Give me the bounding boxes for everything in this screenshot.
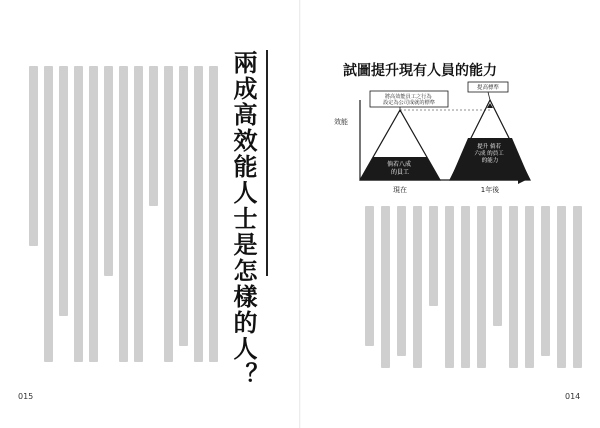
text-column-placeholder: [104, 66, 113, 276]
text-column-placeholder: [119, 66, 128, 362]
callout-left-line: 將高效能員工之行為: [384, 94, 432, 100]
callout-left: [383, 92, 435, 106]
text-column-placeholder: [179, 66, 188, 346]
x-label-one-year: 1年後: [480, 186, 500, 194]
page-number-right: 014: [565, 392, 581, 401]
left-mountain-label-line: 倘若八成: [387, 161, 412, 168]
callout-left-line: 設定為公司成就的標準: [383, 100, 435, 106]
right-mountain-label-line: 提升 倘若: [477, 144, 501, 150]
diagram-title: 試圖提升現有人員的能力: [343, 63, 497, 79]
text-column-placeholder: [209, 66, 218, 362]
text-column-placeholder: [59, 66, 68, 316]
callout-right: 提高標準: [476, 85, 500, 91]
capability-diagram: [300, 0, 600, 428]
right-mountain-label-line: 的能力: [481, 158, 499, 164]
text-column-placeholder: [74, 66, 83, 362]
text-column-placeholder: [164, 66, 173, 362]
text-column-placeholder: [44, 66, 53, 362]
headline-rule: [266, 50, 268, 276]
y-axis-label: 效能: [334, 118, 348, 126]
text-column-placeholder: [89, 66, 98, 362]
x-label-now: 現在: [393, 186, 407, 194]
text-column-placeholder: [134, 66, 143, 362]
right-mountain-label-line: 六成 的員工: [474, 151, 504, 157]
text-column-placeholder: [149, 66, 158, 206]
left-mountain-label-line: 的員工: [390, 169, 410, 176]
text-column-placeholder: [29, 66, 38, 246]
callout-right-pointer: [488, 92, 490, 100]
text-column-placeholder: [194, 66, 203, 362]
page-number-left: 015: [18, 392, 34, 401]
page-headline: 兩成高效能人士是怎樣的人？: [229, 50, 257, 388]
body-text-columns-left: [22, 66, 218, 362]
